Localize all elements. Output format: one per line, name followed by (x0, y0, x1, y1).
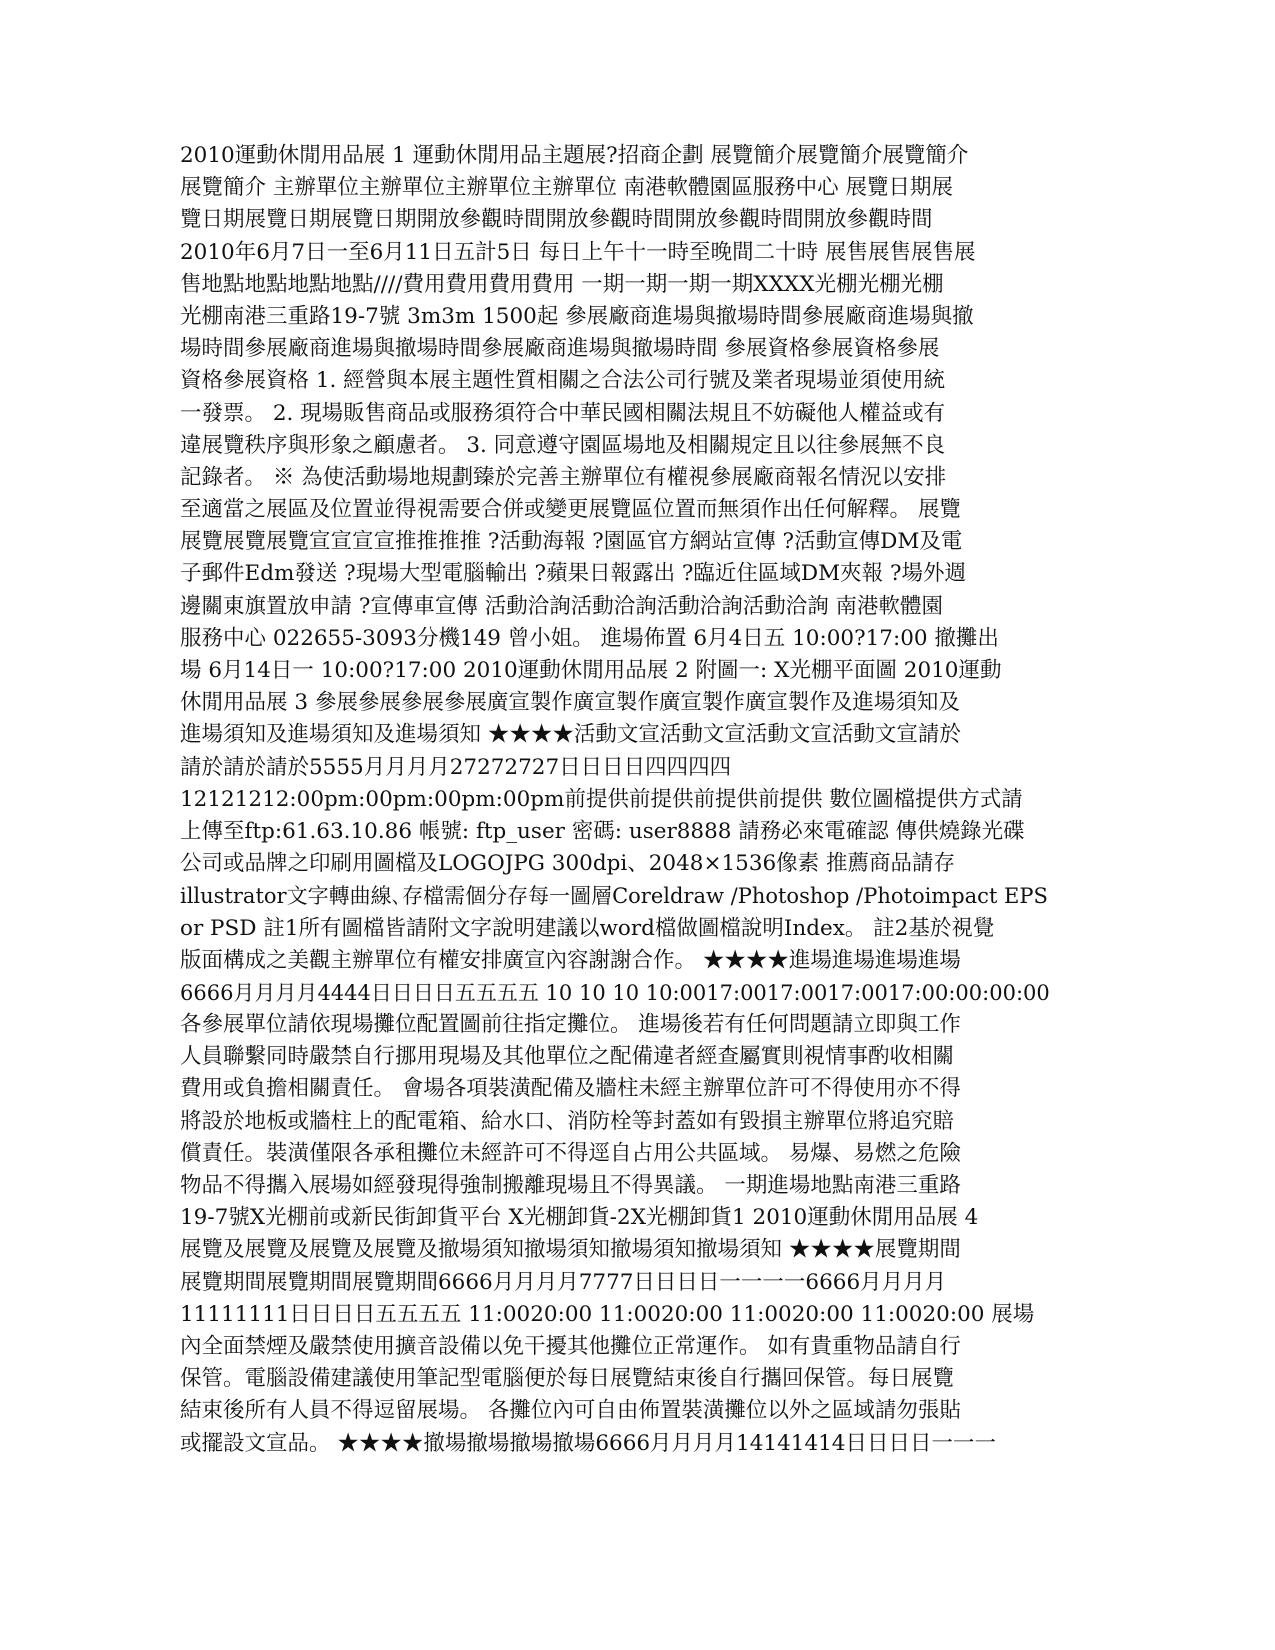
text-line: 將設於地板或牆柱上的配電箱、給水口、消防栓等封蓋如有毀損主辦單位將追究賠 (180, 1108, 955, 1134)
text-line: 覽日期展覽日期展覽日期開放參觀時間開放參觀時間開放參觀時間開放參觀時間 (180, 207, 933, 233)
body-text (180, 140, 1060, 1460)
text-line: 資格參展資格 1. 經營與本展主題性質相關之合法公司行號及業者現場並須使用統 (180, 368, 946, 394)
text-line: 展覽展覽展覽宣宣宣宣推推推推 ?活動海報 ?園區官方網站宣傳 ?活動宣傳DM及電 (180, 529, 963, 555)
text-line: 服務中心 022655-3093分機149 曾小姐。 進場佈置 6月4日五 10:00?17:00 撤攤出 (180, 625, 999, 651)
text-line: 記錄者。 ※ 為使活動場地規劃臻於完善主辦單位有權視參展廠商報名情況以安排 (180, 464, 947, 490)
text-line: illustrator文字轉曲線､存檔需個分存每一圖層Coreldraw /Photoshop /Photoimpact EPS (180, 884, 1048, 909)
text-line: 各參展單位請依現場攤位配置圖前往指定攤位。 進場後若有任何問題請立即與工作 (180, 1012, 961, 1038)
text-line: 場時間參展廠商進場與撤場時間參展廠商進場與撤場時間 參展資格參展資格參展 (180, 336, 940, 362)
text-line: 展覽期間展覽期間展覽期間6666月月月月7777日日日日一一一一6666月月月月 (180, 1269, 947, 1295)
text-line: 子郵件Edm發送 ?現場大型電腦輸出 ?蘋果日報露出 ?臨近住區域DM夾報 ?場外週 (180, 561, 967, 587)
text-line: 12121212:00pm:00pm:00pm:00pm前提供前提供前提供前提供 數位圖檔提供方式請 (180, 786, 1023, 812)
text-line: or PSD 註1所有圖檔皆請附文字說明建議以word檔做圖檔說明Index。 註2基於視覺 (180, 915, 995, 941)
text-line: 償責任。裝潢僅限各承租攤位未經許可不得逕自占用公共區域。 易爆、易燃之危險 (180, 1140, 961, 1166)
text-line: 展覽及展覽及展覽及展覽及撤場須知撤場須知撤場須知撤場須知 ★★★★展覽期間 (180, 1237, 961, 1263)
text-line: 人員聯繫同時嚴禁自行挪用現場及其他單位之配備違者經查屬實則視情事酌收相關 (180, 1044, 955, 1070)
text-line: 公司或品牌之印刷用圖檔及LOGOJPG 300dpi、2048×1536像素 推薦商品請存 (180, 851, 956, 877)
text-line: 19-7號X光棚前或新民街卸貨平台 X光棚卸貨-2X光棚卸貨1 2010運動休閒用品展 4 (180, 1205, 979, 1231)
text-line: 內全面禁煙及嚴禁使用擴音設備以免干擾其他攤位正常運作。 如有貴重物品請自行 (180, 1333, 961, 1359)
text-line: 費用或負擔相關責任。 會場各項裝潢配備及牆柱未經主辦單位許可不得使用亦不得 (180, 1076, 961, 1102)
text-line: 保管。電腦設備建議使用筆記型電腦便於每日展覽結束後自行攜回保管。每日展覽 (180, 1366, 955, 1392)
text-line: 或擺設文宣品。 ★★★★撤場撤場撤場撤場6666月月月月14141414日日日日一一一 (180, 1430, 996, 1456)
text-line: 進場須知及進場須知及進場須知 ★★★★活動文宣活動文宣活動文宣活動文宣請於 (180, 722, 961, 748)
text-line: 邊關東旗置放申請 ?宣傳車宣傳 活動洽詢活動洽詢活動洽詢活動洽詢 南港軟體園 (180, 593, 944, 619)
text-line: 結束後所有人員不得逗留展場。 各攤位內可自由佈置裝潢攤位以外之區域請勿張貼 (180, 1398, 961, 1424)
text-line: 請於請於請於5555月月月月27272727日日日日四四四四 (180, 754, 732, 780)
text-line: 至適當之展區及位置並得視需要合併或變更展覽區位置而無須作出任何解釋。 展覽 (180, 497, 961, 523)
text-line: 11111111日日日日五五五五 11:0020:00 11:0020:00 11:0020:00 11:0020:00 展場 (180, 1301, 1035, 1327)
text-line: 一發票。 2. 現場販售商品或服務須符合中華民國相關法規且不妨礙他人權益或有 (180, 400, 946, 426)
text-line: 2010運動休閒用品展 1 運動休閒用品主題展?招商企劃 展覽簡介展覽簡介展覽簡介 (180, 143, 969, 168)
text-line: 6666月月月月4444日日日日五五五五 10 10 10 10:0017:0017:0017:0017:00:00:00:00 (180, 980, 1050, 1005)
text-line: 2010年6月7日一至6月11日五計5日 每日上午十一時至晚間二十時 展售展售展售展 (180, 239, 976, 265)
text-line: 違展覽秩序與形象之顧慮者。 3. 同意遵守園區場地及相關規定且以往參展無不良 (180, 432, 946, 458)
text-line: 休閒用品展 3 參展參展參展參展廣宣製作廣宣製作廣宣製作廣宣製作及進場須知及 (180, 690, 960, 716)
text-line: 場 6月14日一 10:00?17:00 2010運動休閒用品展 2 附圖一: X光棚平面圖 2010運動 (180, 658, 1002, 683)
text-line: 上傳至ftp:61.63.10.86 帳號: ftp_user 密碼: user8888 請務必來電確認 傳供燒錄光碟 (180, 818, 1025, 844)
text-line: 光棚南港三重路19-7號 3m3m 1500起 參展廠商進場與撤場時間參展廠商進場與撤 (180, 303, 974, 329)
text-line: 版面構成之美觀主辦單位有權安排廣宣內容謝謝合作。 ★★★★進場進場進場進場 (180, 947, 961, 973)
text-line: 展覽簡介 主辦單位主辦單位主辦單位主辦單位 南港軟體園區服務中心 展覽日期展 (180, 175, 954, 201)
text-line: 物品不得攜入展場如經發現得強制搬離現場且不得異議。 一期進場地點南港三重路 (180, 1173, 961, 1198)
text-line: 售地點地點地點地點////費用費用費用費用 一期一期一期一期XXXX光棚光棚光棚 (180, 271, 944, 297)
